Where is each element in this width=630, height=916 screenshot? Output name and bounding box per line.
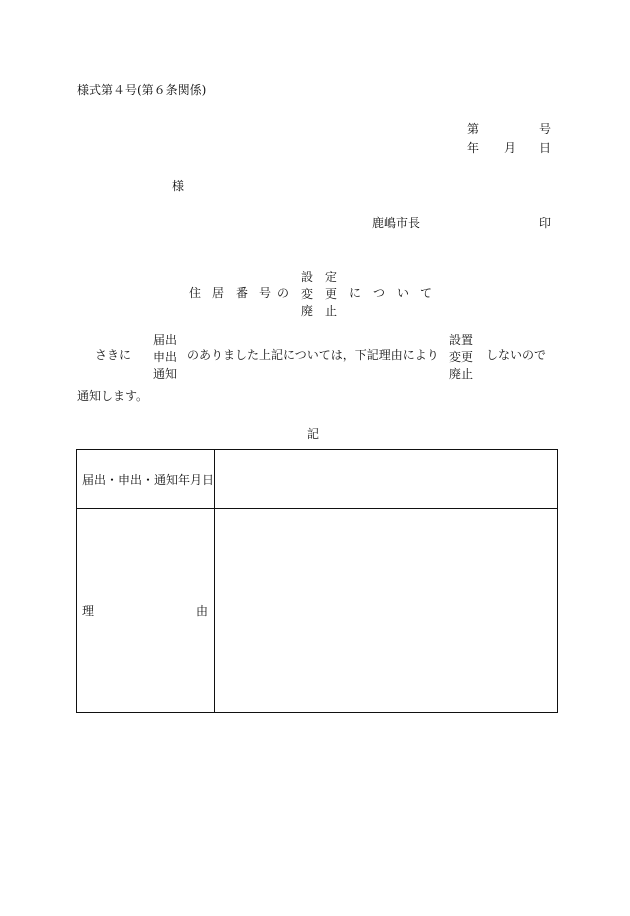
submission-option: 申出 — [153, 350, 178, 364]
body-lead: さきに — [95, 348, 132, 362]
submission-option: 通知 — [153, 367, 178, 381]
issuer-name: 鹿嶋市長 — [372, 216, 421, 230]
submission-option: 届出 — [153, 333, 178, 347]
reason-label-char: 由 — [196, 604, 209, 618]
reason-value-cell[interactable] — [215, 509, 558, 713]
date-label: 届出・申出・通知年月日 — [82, 472, 215, 487]
action-option: 変更 — [449, 350, 474, 364]
title-option-char: 設 — [301, 270, 314, 284]
title-options-col2 — [325, 269, 337, 320]
title-option-char: 廃 — [301, 304, 314, 318]
submission-options — [153, 332, 177, 383]
reason-label-char: 理 — [82, 604, 95, 618]
reason-label — [77, 602, 214, 619]
title-char: 号 — [259, 286, 272, 300]
doc-no-dai: 第 — [467, 122, 480, 136]
ki-heading: 記 — [307, 427, 320, 441]
doc-no-go: 号 — [539, 122, 552, 136]
table-row — [77, 450, 558, 509]
action-options — [449, 332, 473, 383]
date-label-cell — [77, 450, 215, 509]
title-char: 住 — [189, 286, 202, 300]
body-middle: のありました上記については，下記理由により — [187, 348, 439, 362]
title-char: 居 — [212, 286, 225, 300]
action-option: 設置 — [449, 333, 474, 347]
table-row — [77, 509, 558, 713]
date-value-cell[interactable] — [215, 450, 558, 509]
title-option-char: 定 — [325, 270, 338, 284]
title-char: 番 — [236, 286, 249, 300]
reason-label-cell — [77, 509, 215, 713]
addressee-honorific: 様 — [172, 179, 185, 193]
title-char: て — [420, 286, 433, 300]
date-month: 月 — [504, 141, 517, 155]
title-char: の — [277, 286, 290, 300]
seal-mark: 印 — [539, 216, 552, 230]
record-table — [76, 449, 558, 713]
date-day: 日 — [539, 141, 552, 155]
action-option: 廃止 — [449, 367, 474, 381]
body-closing: 通知します。 — [77, 389, 149, 403]
title-option-char: 止 — [325, 304, 338, 318]
title-option-char: 更 — [325, 287, 338, 301]
title-options-col1 — [301, 269, 313, 320]
body-tail: しないので — [486, 348, 547, 362]
title-option-char: 変 — [301, 287, 314, 301]
title-char: い — [397, 286, 410, 300]
title-char: つ — [373, 286, 386, 300]
title-char: に — [349, 286, 362, 300]
date-year: 年 — [467, 141, 480, 155]
form-number: 様式第４号(第６条関係) — [77, 83, 207, 97]
